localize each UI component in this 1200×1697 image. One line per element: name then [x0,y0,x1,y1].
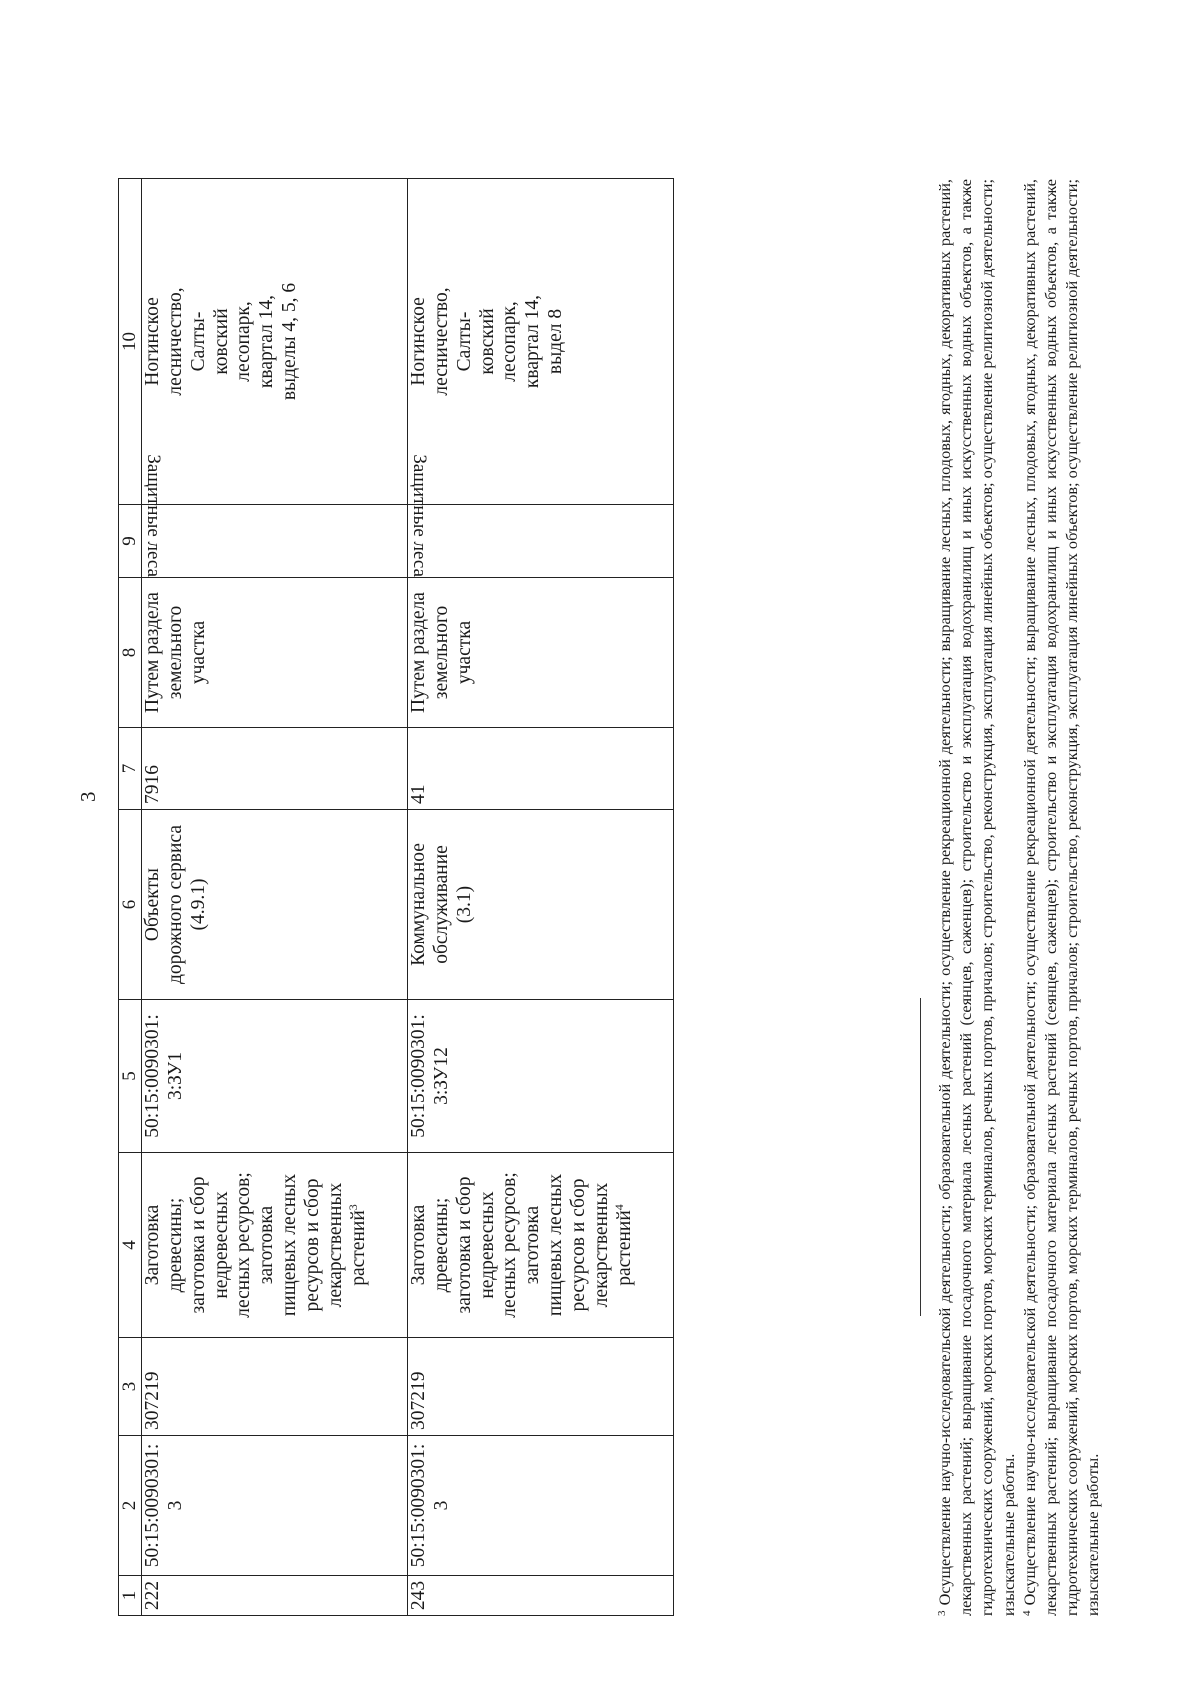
column-header: 7 [119,728,142,810]
footnote [1019,179,1104,1616]
cell-new-plot: 50:15:0090301: 3:ЗУ1 [142,1000,408,1153]
column-header: 4 [119,1153,142,1338]
footnote [934,179,1019,1616]
cell-cadastral-number: 50:15:0090301: 3 [142,1436,408,1576]
category-label: Защитные леса [143,454,165,577]
cell-area: 307219 [408,1338,674,1436]
cell-cadastral-number: 50:15:0090301: 3 [408,1436,674,1576]
footnote-separator [920,998,921,1316]
footnote-mark: 4 [1020,1610,1033,1616]
category-label: Защитные леса [409,454,431,577]
cell-location: Ногинское лесничество, Салты- ковский лесопарк, квартал 14, выдел 8 [408,179,674,505]
cell-location: Ногинское лесничество, Салты- ковский лесопарк, квартал 14, выделы 4, 5, 6 [142,179,408,505]
cell-formation-method: Путем раздела земельного участка [408,578,674,728]
table-row [142,179,408,1616]
cell-new-area: 7916 [142,728,408,810]
footnote-text: Осуществление научно-исследовательской деятельности; образовательной деятельности; осуществление рекреационной деятельности; выращивание лесных, плодовых, ягодных, декоративных растений, лекарственных растений; выращивание посадочного материала лесных растений (сеянцев, саженцев); строительство и эксплуатация водохранилищ и иных искусственных водных объектов, а также гидротехнических сооружений, морских портов, морских терминалов, речных портов, причалов; строительство, реконструкция, эксплуатация линейных объектов; осуществление религиозной деятельности; изыскательные работы. [935,178,1018,1616]
column-header: 1 [119,1576,142,1616]
cell-new-area: 41 [408,728,674,810]
footnotes [934,179,1103,1616]
table-row [408,179,674,1616]
footnote-text: Осуществление научно-исследовательской деятельности; образовательной деятельности; осуществление рекреационной деятельности; выращивание лесных, плодовых, ягодных, декоративных растений, лекарственных растений; выращивание посадочного материала лесных растений (сеянцев, саженцев); строительство и эксплуатация водохранилищ и иных искусственных водных объектов, а также гидротехнических сооружений, морских портов, морских терминалов, речных портов, причалов; строительство, реконструкция, эксплуатация линейных объектов; осуществление религиозной деятельности; изыскательные работы. [1019,178,1103,1616]
column-header: 5 [119,1000,142,1153]
cell-forest-category [408,454,674,578]
cell-new-plot: 50:15:0090301: 3:ЗУ12 [408,1000,674,1153]
cell-forest-category [142,454,408,578]
column-header: 8 [119,578,142,728]
cell-number: 222 [142,1576,408,1616]
column-header: 10 [119,179,142,505]
footnote-ref: 4 [611,1204,626,1211]
header-row [119,179,142,1616]
cell-number: 243 [408,1576,674,1616]
land-plots-table [118,178,674,1616]
cell-usage: Заготовка древесины; заготовка и сбор недревесных лесных ресурсов; заготовка пищевых лесных ресурсов и сбор лекарственных растений$^4$ [408,1153,674,1338]
cell-area: 307219 [142,1338,408,1436]
cell-usage: Заготовка древесины; заготовка и сбор недревесных лесных ресурсов; заготовка пищевых лесных ресурсов и сбор лекарственных растений$^3$ [142,1153,408,1338]
footnote-mark: 3 [936,1610,948,1616]
page-number: 3 [76,791,100,802]
column-header: 6 [119,810,142,1000]
column-header: 2 [119,1436,142,1576]
cell-permitted-use: Коммунальное обслуживание (3.1) [408,810,674,1000]
cell-formation-method: Путем раздела земельного участка [142,578,408,728]
column-header: 3 [119,1338,142,1436]
column-header: 9 [119,505,142,578]
cell-permitted-use: Объекты дорожного сервиса (4.9.1) [142,810,408,1000]
footnote-ref: 3 [345,1204,360,1211]
